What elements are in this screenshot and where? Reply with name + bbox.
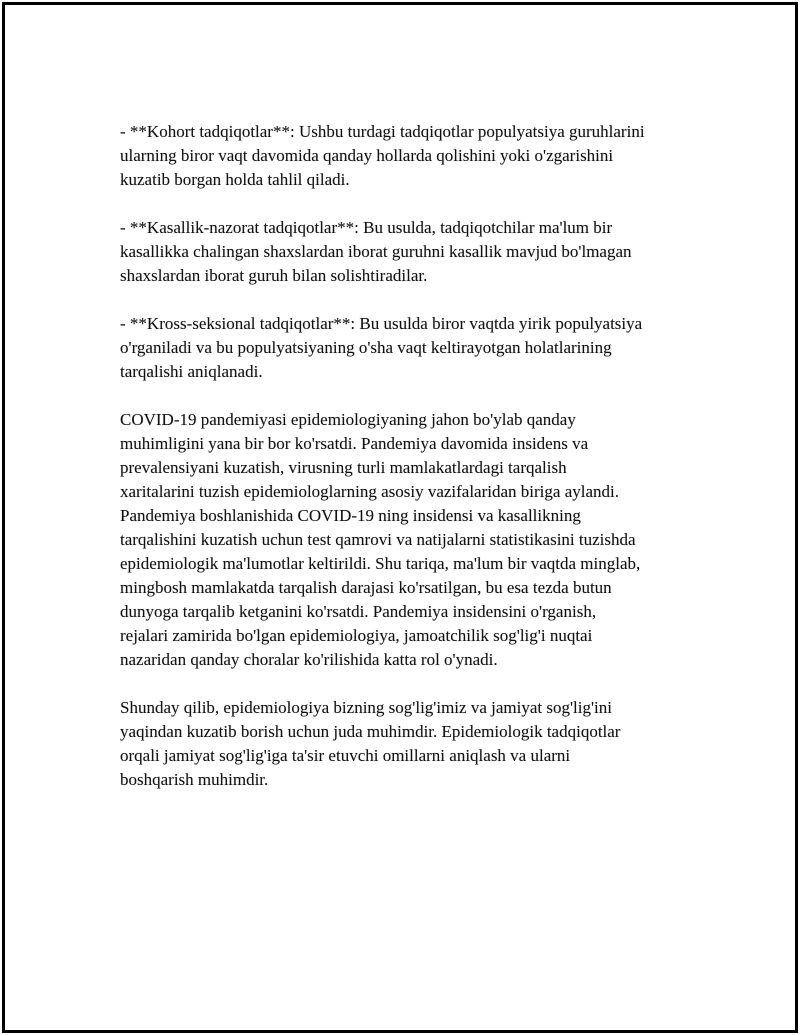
paragraph-case-control-studies: - **Kasallik-nazorat tadqiqotlar**: Bu usulda, tadqiqotchilar ma'lum bir kasallikka chalingan shaxslardan iborat guruhni kasallik mavjud bo'lmagan shaxslardan iborat guruh bilan solishtiradilar. — [120, 218, 632, 285]
paragraph-cross-sectional-studies: - **Kross-seksional tadqiqotlar**: Bu usulda biror vaqtda yirik populyatsiya o'rganiladi va bu populyatsiyaning o'sha vaqt keltirayotgan holatlarining tarqalishi aniqlanadi. — [120, 314, 643, 381]
paragraph-covid-19: COVID-19 pandemiyasi epidemiologiyaning jahon bo'ylab qanday muhimligini yana bir bor ko'rsatdi. Pandemiya davomida insidens va prevalensiyani kuzatish, virusning turli mamlakatlardagi tarqalish xaritalarini tuzish epidemiologlarning asosiy vazifalaridan biriga aylandi. Pandemiya boshlanishida COVID-19 ning insidensi va kasallikning tarqalishini kuzatish uchun test qamrovi va natijalarni statistikasini tuzishda epidemiologik ma'lumotlar keltirildi. Shu tariqa, ma'lum bir vaqtda minglab, mingbosh mamlakatda tarqalish darajasi ko'rsatilgan, bu esa tezda butun dunyoga tarqalib ketganini ko'rsatdi. Pandemiya insidensini o'rganish, rejalari zamirida bo'lgan epidemiologiya, jamoatchilik sog'lig'i nuqtai nazaridan qanday choralar ko'rilishida katta rol o'ynadi. — [120, 410, 641, 669]
document-page — [2, 2, 798, 1033]
paragraph-cohort-studies: - **Kohort tadqiqotlar**: Ushbu turdagi tadqiqotlar populyatsiya guruhlarini ularning biror vaqt davomida qanday hollarda qolishini yoki o'zgarishini kuzatib borgan holda tahlil qiladi. — [120, 122, 645, 189]
paragraph-conclusion: Shunday qilib, epidemiologiya bizning sog'lig'imiz va jamiyat sog'lig'ini yaqindan kuzatib borish uchun juda muhimdir. Epidemiologik tadqiqotlar orqali jamiyat sog'lig'iga ta'sir etuvchi omillarni aniqlash va ularni boshqarish muhimdir. — [120, 698, 621, 789]
document-body — [120, 120, 710, 816]
